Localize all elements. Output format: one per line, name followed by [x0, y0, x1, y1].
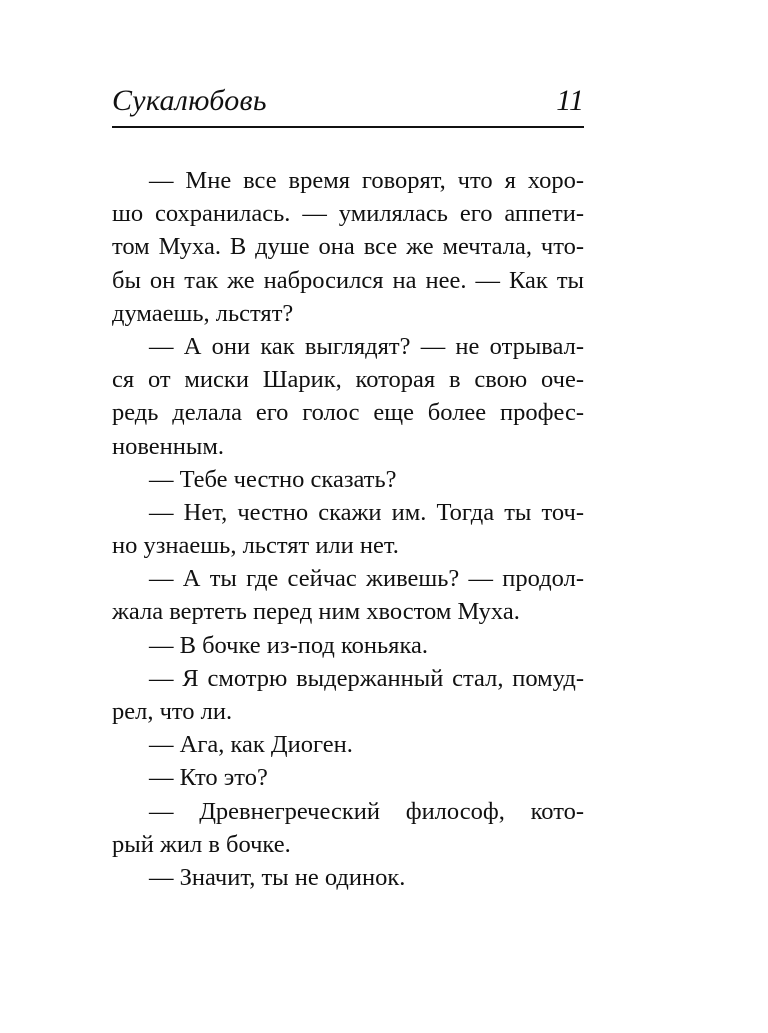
text-line: шо сохранилась. — умилялась его аппети-	[112, 200, 584, 228]
text-line: — А ты где сейчас живешь? — продол-	[149, 565, 584, 593]
text-line: редь делала его голос еще более профес-	[112, 399, 584, 427]
running-title: Сукалюбовь	[112, 84, 267, 117]
text-line: новенным.	[112, 432, 224, 460]
text-line: — Значит, ты не одинок.	[149, 863, 406, 891]
text-line: — В бочке из-под коньяка.	[149, 631, 428, 659]
text-line: рел, что ли.	[112, 698, 233, 725]
text-line: рый жил в бочке.	[112, 830, 291, 858]
text-line: — Тебе честно сказать?	[149, 465, 397, 493]
running-head	[112, 80, 584, 120]
text-line: — Ага, как Диоген.	[149, 731, 353, 759]
header-rule	[112, 126, 584, 128]
text-line: — Древнегреческий философ, кото-	[149, 797, 584, 825]
text-line: ся от миски Шарик, которая в свою оче-	[112, 366, 584, 394]
text-line: жала вертеть перед ним хвостом Муха.	[112, 598, 520, 626]
text-line: — Кто это?	[149, 764, 268, 792]
text-line: — Мне все время говорят, что я хоро-	[149, 167, 584, 194]
text-line: думаешь, льстят?	[112, 299, 294, 327]
text-line: — А они как выглядят? — не отрывал-	[149, 332, 584, 360]
text-line: бы он так же набросился на нее. — Как ты	[112, 266, 584, 294]
text-line: — Нет, честно скажи им. Тогда ты точ-	[149, 498, 584, 526]
text-line: — Я смотрю выдержанный стал, помуд-	[149, 664, 584, 692]
text-line: но узнаешь, льстят или нет.	[112, 532, 399, 560]
text-line: том Муха. В душе она все же мечтала, что-	[112, 233, 584, 261]
body-text	[112, 164, 584, 894]
page-number: 11	[556, 84, 584, 117]
